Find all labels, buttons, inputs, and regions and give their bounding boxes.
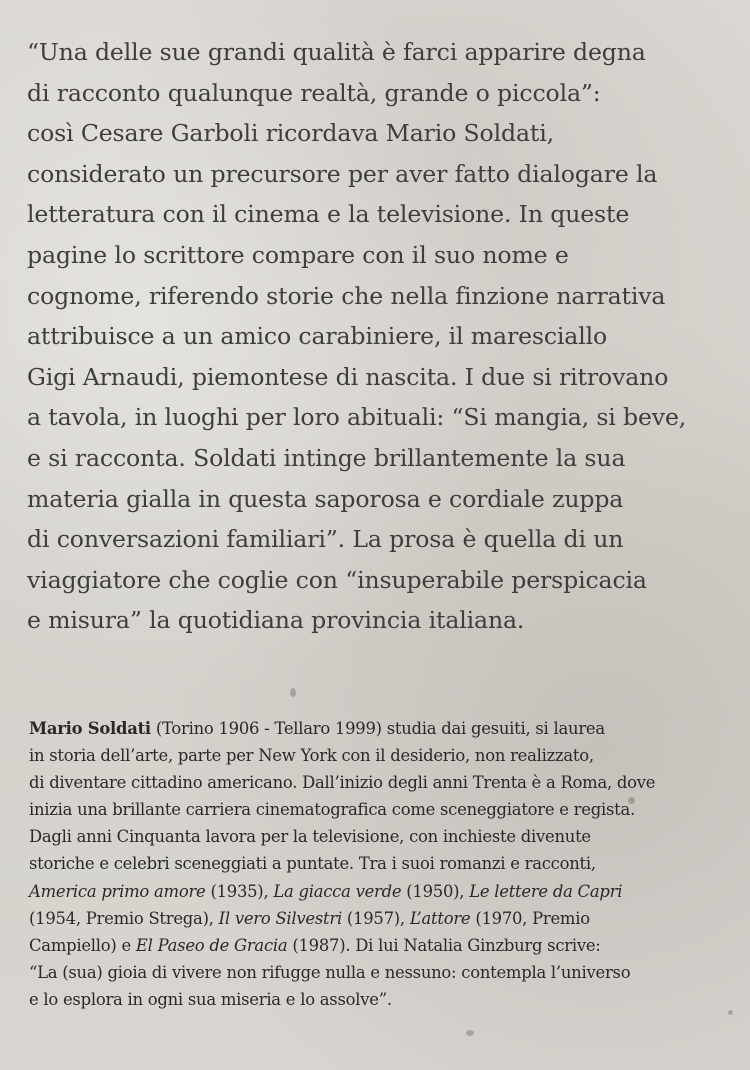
work-year: (1950), xyxy=(401,881,470,901)
work-title: Il vero Silvestri xyxy=(218,908,342,928)
main-line: e si racconta. Soldati intinge brillantemente la sua xyxy=(27,443,626,472)
paper-speck xyxy=(628,797,635,804)
bio-line: in storia dell’arte, parte per New York con il desiderio, non realizzato, xyxy=(29,746,594,766)
bio-text: (1987). Di lui Natalia Ginzburg scrive: xyxy=(287,935,601,955)
main-line: e misura” la quotidiana provincia italiana. xyxy=(27,606,525,635)
bio-text: (Torino 1906 - Tellaro 1999) studia dai gesuiti, si laurea xyxy=(150,719,605,738)
main-line: cognome, riferendo storie che nella finzione narrativa xyxy=(27,281,666,310)
main-line: di conversazioni familiari”. La prosa è quella di un xyxy=(27,525,624,554)
main-line: attribuisce a un amico carabiniere, il maresciallo xyxy=(27,322,608,351)
work-year: (1954, Premio Strega), xyxy=(29,908,219,928)
main-line: letteratura con il cinema e la televisione. In queste xyxy=(27,200,630,229)
paper-speck xyxy=(290,688,296,697)
paper-speck xyxy=(466,1030,474,1036)
bio-line xyxy=(29,715,744,742)
paper-speck xyxy=(728,1010,733,1015)
main-line: così Cesare Garboli ricordava Mario Soldati, xyxy=(27,119,554,148)
bio-text: Campiello) e xyxy=(29,935,136,955)
main-line: considerato un precursore per aver fatto dialogare la xyxy=(27,159,658,188)
main-line: Gigi Arnaudi, piemontese di nascita. I due si ritrovano xyxy=(27,362,669,391)
main-line: pagine lo scrittore compare con il suo nome e xyxy=(27,240,569,269)
work-title: L’attore xyxy=(409,908,471,928)
bio-line: “La (sua) gioia di vivere non rifugge nulla e nessuno: contempla l’universo xyxy=(29,962,631,982)
bio-line xyxy=(29,878,744,905)
main-line: viaggiatore che coglie con “insuperabile perspicacia xyxy=(27,565,647,594)
bio-line xyxy=(29,905,744,932)
bio-line: inizia una brillante carriera cinematografica come sceneggiatore e regista. xyxy=(29,800,635,820)
work-title: Le lettere da Capri xyxy=(469,881,623,901)
work-year: (1970, Premio xyxy=(470,908,590,928)
work-title: La giacca verde xyxy=(273,881,402,901)
main-line: di racconto qualunque realtà, grande o piccola”: xyxy=(27,78,601,107)
work-title: El Paseo de Gracia xyxy=(135,935,288,955)
work-year: (1935), xyxy=(205,881,274,901)
bio-line: Dagli anni Cinquanta lavora per la televisione, con inchieste divenute xyxy=(29,827,591,847)
main-line: “Una delle sue grandi qualità è farci apparire degna xyxy=(27,38,646,66)
author-bio xyxy=(29,715,744,1013)
work-year: (1957), xyxy=(341,908,410,928)
main-line: materia gialla in questa saporosa e cordiale zuppa xyxy=(27,484,624,513)
main-paragraph xyxy=(27,32,747,641)
author-name: Mario Soldati xyxy=(29,719,151,738)
main-line: a tavola, in luoghi per loro abituali: “Si mangia, si beve, xyxy=(27,403,687,432)
bio-line: di diventare cittadino americano. Dall’inizio degli anni Trenta è a Roma, dove xyxy=(29,773,656,793)
bio-line xyxy=(29,932,744,959)
work-title: America primo amore xyxy=(29,881,206,901)
bio-line: storiche e celebri sceneggiati a puntate. Tra i suoi romanzi e racconti, xyxy=(29,854,596,874)
bio-line: e lo esplora in ogni sua miseria e lo assolve”. xyxy=(29,989,392,1009)
